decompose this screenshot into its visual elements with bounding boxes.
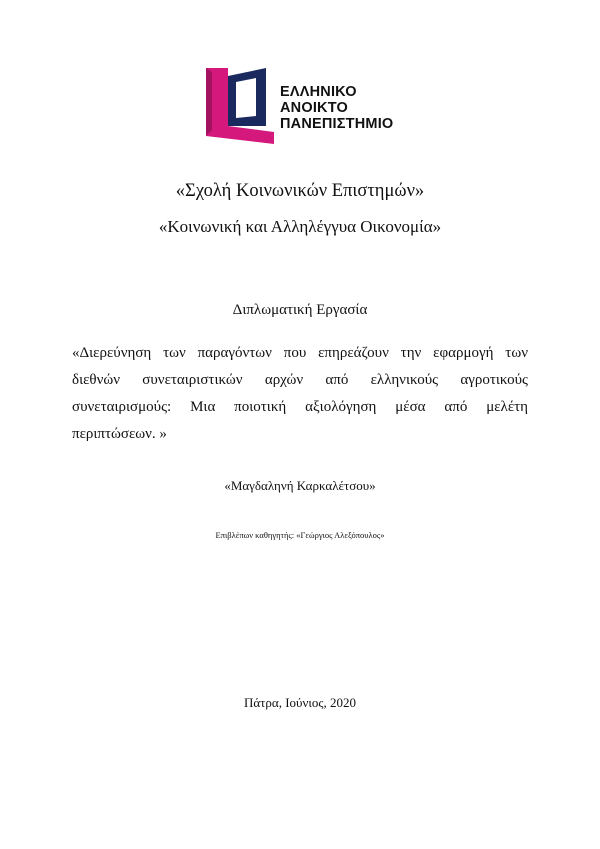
program-name: «Κοινωνική και Αλληλέγγυα Οικονομία» xyxy=(158,217,442,236)
logo-line: ΑΝΟΙΚΤΟ xyxy=(280,100,348,116)
university-logo-text xyxy=(280,84,393,132)
supervisor: Επιβλέπων καθηγητής: «Γεώργιος Αλεξόπουλος» xyxy=(215,530,385,540)
thesis-label: Διπλωματική Εργασία xyxy=(232,302,368,318)
logo-line: ΠΑΝΕΠΙΣΤΗΜΙΟ xyxy=(280,116,394,132)
thesis-title-line: περιπτώσεων. » xyxy=(72,426,167,442)
thesis-title-line: διεθνών συνεταιριστικών αρχών από ελληνικούς αγροτικούς xyxy=(72,372,528,388)
thesis-title xyxy=(72,340,528,448)
university-logo-icon xyxy=(206,68,274,144)
place-date: Πάτρα, Ιούνιος, 2020 xyxy=(243,695,356,710)
logo-line: ΕΛΛΗΝΙΚΟ xyxy=(280,84,357,100)
author-name: «Μαγδαληνή Καρκαλέτσου» xyxy=(224,478,376,493)
university-logo xyxy=(206,68,396,146)
thesis-title-line: «Διερεύνηση των παραγόντων που επηρεάζουν την εφαρμογή των xyxy=(72,345,528,361)
thesis-title-line: συνεταιρισμούς: Μια ποιοτική αξιολόγηση μέσα από μελέτη xyxy=(72,399,528,415)
school-name: «Σχολή Κοινωνικών Επιστημών» xyxy=(175,181,425,201)
